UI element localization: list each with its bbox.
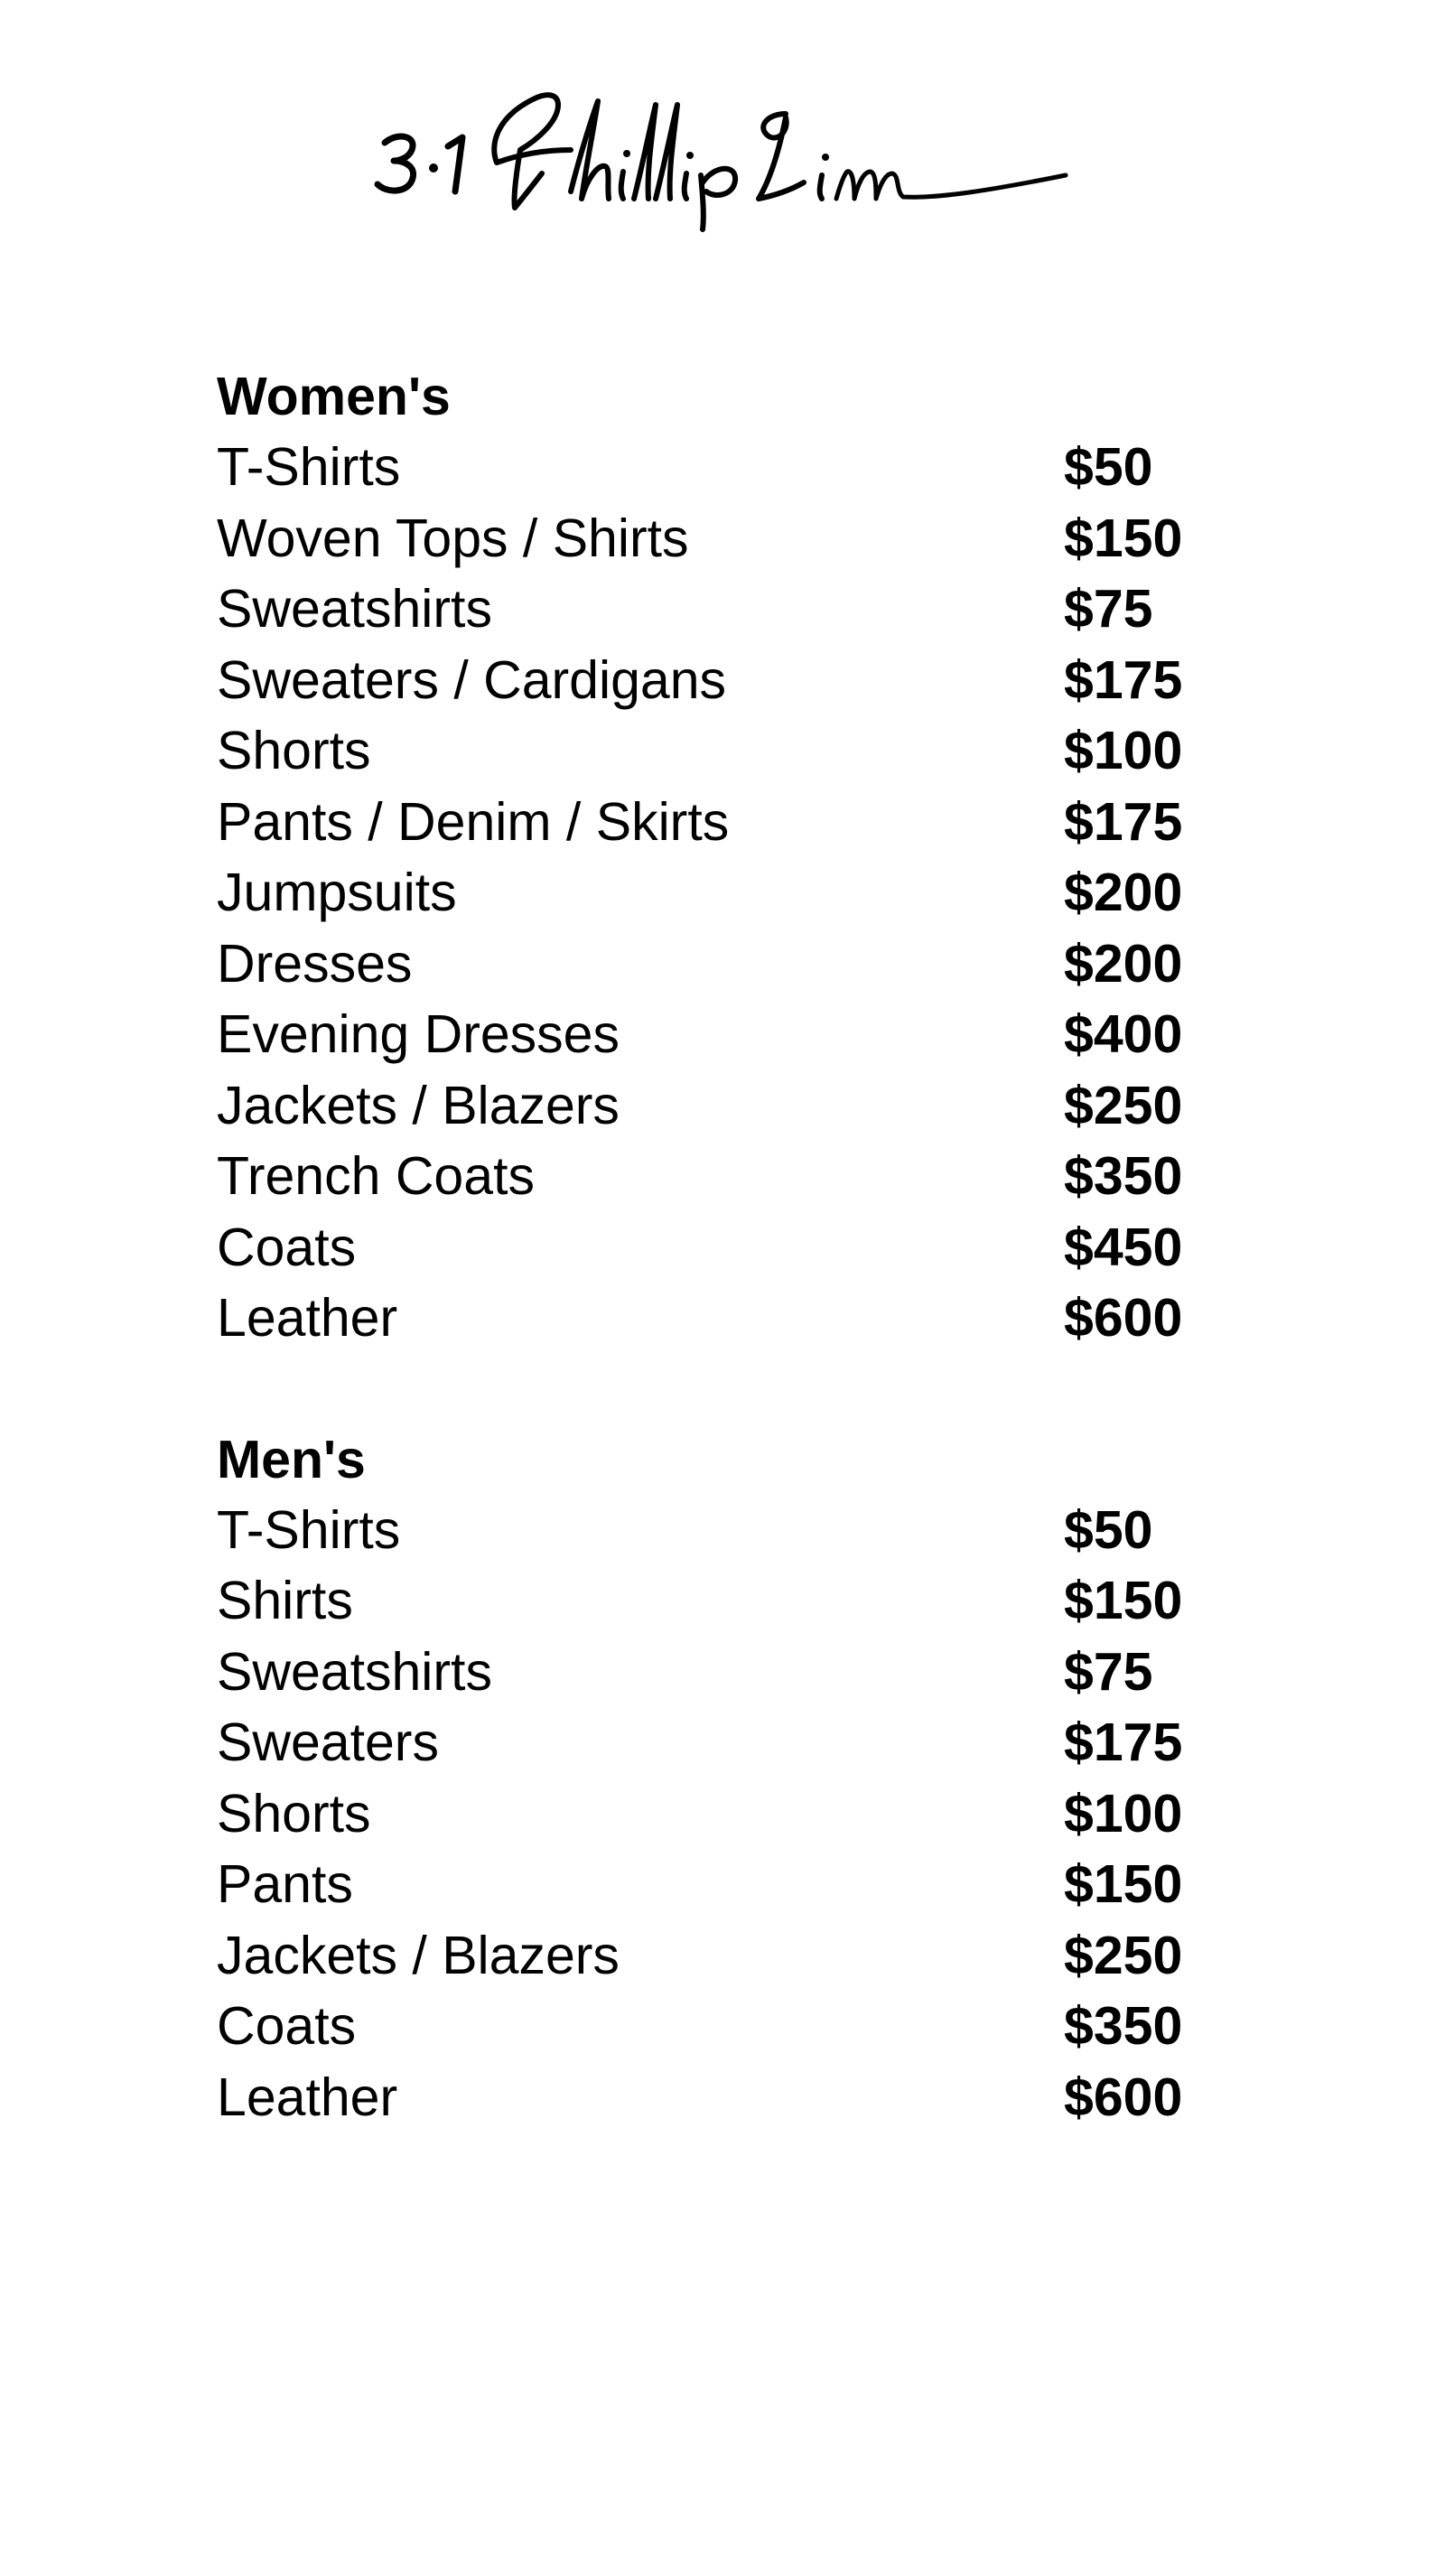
item-name: Leather — [217, 1288, 398, 1349]
item-name: Sweatshirts — [217, 1641, 492, 1702]
item-name: Shirts — [217, 1571, 353, 1631]
item-name: Jackets / Blazers — [217, 1925, 620, 1985]
item-name: Sweaters — [217, 1713, 439, 1773]
item-price: $75 — [1064, 1641, 1153, 1702]
list-item — [217, 787, 1264, 858]
item-price: $200 — [1064, 933, 1183, 994]
item-price: $100 — [1064, 721, 1183, 781]
item-name: Woven Tops / Shirts — [217, 508, 689, 568]
list-item — [217, 929, 1264, 1000]
item-name: Sweatshirts — [217, 579, 492, 639]
item-price: $350 — [1064, 1146, 1183, 1207]
item-price: $200 — [1064, 863, 1183, 923]
item-price: $600 — [1064, 1288, 1183, 1349]
section-heading-mens: Men's — [217, 1429, 366, 1489]
item-name: Shorts — [217, 1783, 371, 1843]
list-item — [217, 1778, 1264, 1850]
section-womens — [217, 361, 1264, 1354]
list-item — [217, 1707, 1264, 1778]
item-price: $150 — [1064, 1854, 1183, 1915]
section-heading-womens: Women's — [217, 367, 451, 426]
list-item — [217, 1637, 1264, 1708]
item-price: $50 — [1064, 437, 1153, 498]
item-price: $175 — [1064, 649, 1183, 710]
item-price: $175 — [1064, 791, 1183, 852]
item-name: Sweaters / Cardigans — [217, 649, 727, 710]
item-price: $250 — [1064, 1925, 1183, 1985]
item-name: T-Shirts — [217, 1499, 401, 1560]
section-mens — [217, 1424, 1264, 2133]
list-item — [217, 1991, 1264, 2062]
item-price: $50 — [1064, 1499, 1153, 1560]
item-name: Dresses — [217, 933, 413, 994]
list-item — [217, 1920, 1264, 1992]
brand-logo — [361, 63, 1084, 244]
item-name: Pants / Denim / Skirts — [217, 791, 730, 852]
item-name: Jumpsuits — [217, 863, 457, 923]
list-item — [217, 1283, 1264, 1354]
item-name: Coats — [217, 1217, 357, 1277]
item-price: $450 — [1064, 1217, 1183, 1277]
item-price: $400 — [1064, 1004, 1183, 1065]
list-item — [217, 432, 1264, 503]
list-item — [217, 1141, 1264, 1212]
list-item — [217, 645, 1264, 716]
item-name: Shorts — [217, 721, 371, 781]
list-item — [217, 2062, 1264, 2133]
item-name: T-Shirts — [217, 437, 401, 498]
list-item — [217, 1849, 1264, 1920]
item-price: $350 — [1064, 1996, 1183, 2057]
item-name: Coats — [217, 1996, 357, 2057]
item-price: $100 — [1064, 1783, 1183, 1843]
item-price: $250 — [1064, 1075, 1183, 1135]
list-item — [217, 1212, 1264, 1283]
list-item — [217, 999, 1264, 1070]
item-name: Evening Dresses — [217, 1004, 620, 1065]
list-item — [217, 574, 1264, 645]
list-item — [217, 715, 1264, 787]
item-name: Leather — [217, 2067, 398, 2127]
price-list — [217, 361, 1264, 2133]
item-price: $600 — [1064, 2067, 1183, 2127]
item-name: Trench Coats — [217, 1146, 535, 1207]
item-price: $75 — [1064, 579, 1153, 639]
list-item — [217, 503, 1264, 574]
list-item — [217, 1565, 1264, 1637]
list-item — [217, 1070, 1264, 1142]
list-item — [217, 857, 1264, 929]
item-price: $150 — [1064, 508, 1183, 568]
item-price: $175 — [1064, 1713, 1183, 1773]
item-price: $150 — [1064, 1571, 1183, 1631]
section-spacer — [217, 1354, 1264, 1424]
item-name: Pants — [217, 1854, 353, 1915]
item-name: Jackets / Blazers — [217, 1075, 620, 1135]
list-item — [217, 1495, 1264, 1566]
